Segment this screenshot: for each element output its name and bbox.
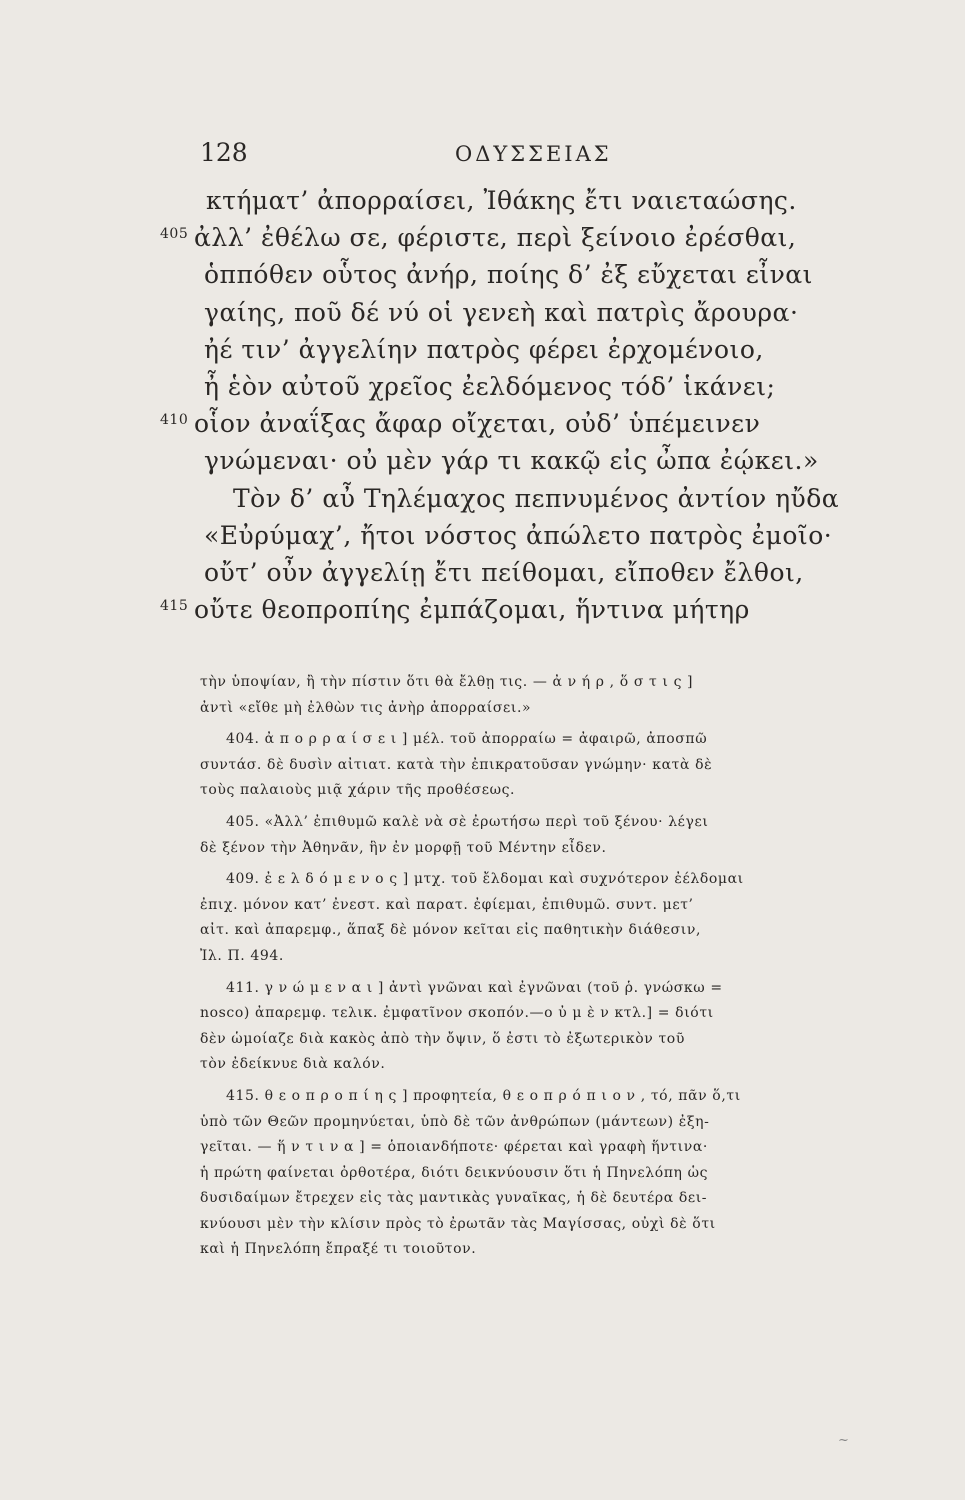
note-line: 409. ἐ ε λ δ ό μ ε ν ο ς ] μτχ. τοῦ ἔλδομαι καὶ συχνότερον ἐέλδομαι [226, 871, 744, 888]
note-line: nosco) ἀπαρεμφ. τελικ. ἐμφατῖνον σκοπόν.—ο ὐ μ ὲ ν κτλ.] = διότι [200, 1005, 714, 1022]
verse-line [160, 294, 880, 331]
verse-block [160, 182, 880, 628]
note-line: αἰτ. καὶ ἀπαρεμφ., ἅπαξ δὲ μόνον κεῖται εἰς παθητικὴν διάθεσιν, [200, 922, 701, 939]
note-line: συντάσ. δὲ δυσὶν αἰτιατ. κατὰ τὴν ἐπικρατοῦσαν γνώμην· κατὰ δὲ [200, 756, 713, 773]
corner-mark: ~ [838, 1433, 849, 1448]
note-line: τὴν ὑποψίαν, ἢ τὴν πίστιν ὅτι θὰ ἔλθῃ τις. — ἀ ν ή ρ , ὅ σ τ ι ς ] [200, 674, 694, 690]
verse-text: ἠέ τιν’ ἀγγελίην πατρὸς φέρει ἐρχομένοιο, [204, 334, 764, 364]
verse-line [160, 256, 880, 293]
verse-line [160, 591, 880, 628]
page-number: 128 [200, 138, 248, 167]
verse-text: ἦ ἑὸν αὐτοῦ χρεῖος ἐελδόμενος τόδ’ ἱκάνει; [204, 371, 776, 401]
note-line: 405. «Ἀλλ’ ἐπιθυμῶ καλὲ νὰ σὲ ἐρωτήσω περὶ τοῦ ξένου· λέγει [226, 813, 709, 830]
note-line: δὲ ξένον τὴν Ἀθηνᾶν, ἣν ἐν μορφῇ τοῦ Μέντην εἶδεν. [200, 839, 607, 856]
verse-line [160, 368, 880, 405]
line-number: 410 [160, 412, 189, 429]
verse-text: οὔτ’ οὖν ἀγγελίῃ ἔτι πείθομαι, εἴποθεν ἔλθοι, [204, 557, 804, 587]
verse-line [160, 331, 880, 368]
verse-line [160, 517, 880, 554]
note-line: καὶ ἡ Πηνελόπη ἔπραξέ τι τοιοῦτον. [200, 1241, 477, 1258]
note-line: κνύουσι μὲν τὴν κλίσιν πρὸς τὸ ἐρωτᾶν τὰς Μαγίσσας, οὐχὶ δὲ ὅτι [200, 1215, 716, 1232]
note-continuation [200, 670, 852, 721]
verse-line [160, 442, 880, 479]
note-line: ἡ πρώτη φαίνεται ὀρθοτέρα, διότι δεικνύουσιν ὅτι ἡ Πηνελόπη ὡς [200, 1164, 709, 1181]
note-line: 415. θ ε ο π ρ ο π ί η ς ] προφητεία, θ ε ο π ρ ό π ι ο ν , τό, πᾶν ὅ,τι [226, 1087, 741, 1104]
note-line: 404. ἀ π ο ρ ρ α ί σ ε ι ] μέλ. τοῦ ἀπορραίω = ἀφαιρῶ, ἀποσπῶ [226, 731, 708, 748]
note-line: ἀντὶ «εἴθε μὴ ἐλθὼν τις ἀνὴρ ἀπορραίσει.» [200, 699, 532, 716]
note-411 [200, 976, 852, 1078]
verse-text: Τὸν δ’ αὖ Τηλέμαχος πεπνυμένος ἀντίον ηὔδα [233, 483, 840, 513]
verse-text: γαίης, ποῦ δέ νύ οἱ γενεὴ καὶ πατρὶς ἄρουρα· [204, 297, 799, 327]
verse-line [160, 480, 880, 517]
running-title: ΟΔΥΣΣΕΙΑΣ [455, 142, 612, 166]
verse-text: οἷον ἀναΐξας ἄφαρ οἴχεται, οὐδ’ ὑπέμεινεν [194, 409, 761, 439]
verse-text: ἀλλ’ ἐθέλω σε, φέριστε, περὶ ξείνοιο ἐρέσθαι, [194, 223, 797, 253]
line-number: 415 [160, 598, 189, 615]
note-line: γεῖται. — ἥ ν τ ι ν α ] = ὁποιανδήποτε· φέρεται καὶ γραφὴ ἥντινα· [200, 1139, 708, 1156]
commentary-notes [200, 670, 852, 1263]
line-number: 405 [160, 226, 189, 243]
verse-text: ὁππόθεν οὗτος ἀνήρ, ποίης δ’ ἐξ εὔχεται εἶναι [204, 260, 813, 290]
note-line: 411. γ ν ώ μ ε ν α ι ] ἀντὶ γνῶναι καὶ ἐγνῶναι (τοῦ ῥ. γνώσκω = [226, 979, 723, 996]
verse-line [160, 219, 880, 256]
verse-line [160, 182, 880, 219]
note-409 [200, 867, 852, 969]
verse-line [160, 554, 880, 591]
note-line: δυσιδαίμων ἔτρεχεν εἰς τὰς μαντικὰς γυναῖκας, ἡ δὲ δευτέρα δει- [200, 1190, 708, 1207]
note-line: τὸν ἐδείκνυε διὰ καλόν. [200, 1056, 386, 1073]
verse-text: κτήματ’ ἀπορραίσει, Ἰθάκης ἔτι ναιεταώσης. [206, 186, 797, 215]
note-line: Ἰλ. Π. 494. [200, 947, 284, 964]
note-line: τοὺς παλαιοὺς μιᾷ χάριν τῆς προθέσεως. [200, 782, 516, 799]
note-405 [200, 810, 852, 861]
page-header [0, 138, 965, 178]
verse-text: «Εὐρύμαχ’, ἤτοι νόστος ἀπώλετο πατρὸς ἐμοῖο· [204, 520, 833, 550]
verse-text: οὔτε θεοπροπίης ἐμπάζομαι, ἥντινα μήτηρ [194, 595, 750, 625]
note-line: ὑπὸ τῶν Θεῶν προμηνύεται, ὑπὸ δὲ τῶν ἀνθρώπων (μάντεων) ἐξη- [200, 1113, 710, 1130]
note-line: δὲν ὡμοίαζε διὰ κακὸς ἀπὸ τὴν ὄψιν, ὅ ἐστι τὸ ἐξωτερικὸν τοῦ [200, 1030, 685, 1047]
note-415 [200, 1084, 852, 1263]
note-404 [200, 727, 852, 804]
note-line: ἐπιχ. μόνον κατ’ ἐνεστ. καὶ παρατ. ἐφίεμαι, ἐπιθυμῶ. συντ. μετ’ [200, 896, 694, 913]
verse-line [160, 405, 880, 442]
verse-text: γνώμεναι· οὐ μὲν γάρ τι κακῷ εἰς ὦπα ἐῴκει.» [204, 446, 819, 476]
